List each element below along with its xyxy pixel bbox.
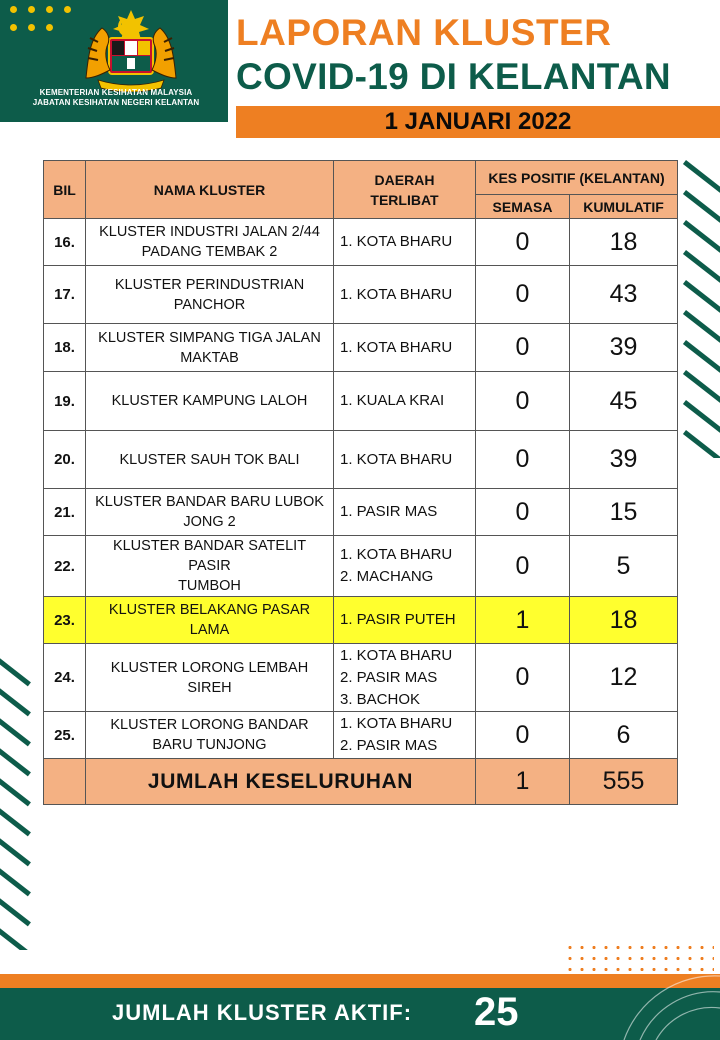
row-kumulatif: 5: [570, 536, 678, 597]
row-areas: [334, 597, 476, 644]
row-bil: 18.: [44, 324, 86, 372]
area-item: 1. KOTA BHARU: [340, 715, 453, 732]
row-areas: [334, 712, 476, 759]
row-kumulatif: 6: [570, 712, 678, 759]
table-row: [44, 219, 678, 266]
row-areas: [334, 219, 476, 266]
header-daerah-terlibat: [334, 161, 476, 219]
header-semasa: SEMASA: [476, 195, 570, 219]
row-kumulatif: 12: [570, 644, 678, 712]
row-areas: [334, 536, 476, 597]
row-kumulatif: 39: [570, 431, 678, 489]
row-areas: [334, 372, 476, 431]
row-semasa: 0: [476, 219, 570, 266]
area-item: 1. KOTA BHARU: [340, 450, 453, 468]
decorative-stripes-left: [0, 645, 36, 950]
total-label: JUMLAH KESELURUHAN: [86, 759, 476, 805]
row-cluster-name: [86, 324, 334, 372]
cluster-name-line-2: SIREH: [187, 679, 232, 696]
ministry-line-2: JABATAN KESIHATAN NEGERI KELANTAN: [32, 98, 200, 107]
decorative-stripes-right: [680, 158, 720, 458]
decorative-arcs: [610, 962, 720, 1040]
total-kumulatif: 555: [570, 759, 678, 805]
decorative-dots: [10, 6, 80, 36]
row-kumulatif: 15: [570, 489, 678, 536]
active-cluster-label: JUMLAH KLUSTER AKTIF:: [112, 1000, 413, 1025]
row-cluster-name: [86, 266, 334, 324]
area-item: 2. MACHANG: [340, 568, 434, 585]
table-row: [44, 644, 678, 712]
area-item: 1. PASIR PUTEH: [340, 611, 456, 628]
row-bil: 24.: [44, 644, 86, 712]
row-semasa: 1: [476, 597, 570, 644]
cluster-name-line-2: JONG 2: [183, 514, 236, 530]
active-cluster-count: 25: [474, 990, 519, 1034]
cluster-name-line-1: KLUSTER PERINDUSTRIAN: [114, 276, 305, 293]
cluster-name-line-1: KLUSTER SIMPANG TIGA JALAN: [98, 329, 321, 346]
area-item: 1. KOTA BHARU: [340, 546, 453, 563]
area-item: 1. KOTA BHARU: [340, 285, 453, 303]
row-semasa: 0: [476, 644, 570, 712]
row-cluster-name: [86, 372, 334, 431]
total-bil-empty: [44, 759, 86, 805]
ministry-name: [16, 88, 216, 108]
cluster-name-line-2: LAMA: [189, 622, 230, 638]
header-kumulatif: KUMULATIF: [570, 195, 678, 219]
header-kes-positif: KES POSITIF (KELANTAN): [476, 161, 678, 195]
area-item: 2. PASIR MAS: [340, 668, 438, 686]
header-nama-kluster: NAMA KLUSTER: [86, 161, 334, 219]
row-bil: 23.: [44, 597, 86, 644]
cluster-name-line-1: KLUSTER LORONG BANDAR: [110, 717, 309, 733]
cluster-name-line-2: PADANG TEMBAK 2: [141, 244, 278, 260]
malaysia-coat-of-arms-icon: [76, 8, 186, 92]
row-areas: [334, 644, 476, 712]
cluster-table: [43, 160, 678, 805]
row-kumulatif: 39: [570, 324, 678, 372]
row-kumulatif: 18: [570, 219, 678, 266]
table-row-highlighted: [44, 597, 678, 644]
cluster-name-line-1: KLUSTER BELAKANG PASAR: [108, 602, 311, 618]
cluster-name-line-2: MAKTAB: [180, 349, 239, 366]
table-row: [44, 324, 678, 372]
row-bil: 20.: [44, 431, 86, 489]
report-date: 1 JANUARI 2022: [236, 106, 720, 138]
area-item: 1. PASIR MAS: [340, 503, 438, 520]
row-areas: [334, 266, 476, 324]
row-areas: [334, 431, 476, 489]
row-cluster-name: [86, 712, 334, 759]
cluster-name-line-1: KLUSTER BANDAR BARU LUBOK: [95, 494, 324, 510]
table-row: [44, 431, 678, 489]
cluster-name-line-1: KLUSTER BANDAR SATELIT PASIR: [112, 538, 307, 574]
row-semasa: 0: [476, 266, 570, 324]
row-kumulatif: 18: [570, 597, 678, 644]
row-bil: 21.: [44, 489, 86, 536]
row-semasa: 0: [476, 489, 570, 536]
cluster-name-line-2: PANCHOR: [173, 296, 246, 313]
title-line-2: COVID-19 DI KELANTAN: [236, 56, 671, 97]
table-row: [44, 489, 678, 536]
area-item: 1. KOTA BHARU: [340, 233, 453, 250]
cluster-name-line-2: TUMBOH: [178, 578, 241, 594]
row-cluster-name: [86, 431, 334, 489]
cluster-name-line-1: KLUSTER KAMPUNG LALOH: [111, 393, 308, 409]
table-row: [44, 536, 678, 597]
cluster-name-line-1: KLUSTER SAUH TOK BALI: [119, 451, 300, 468]
row-cluster-name: [86, 644, 334, 712]
row-semasa: 0: [476, 536, 570, 597]
row-bil: 19.: [44, 372, 86, 431]
title-line-1: LAPORAN KLUSTER: [236, 12, 612, 53]
area-item: 1. KUALA KRAI: [340, 392, 445, 409]
row-bil: 16.: [44, 219, 86, 266]
row-bil: 25.: [44, 712, 86, 759]
cluster-name-line-2: BARU TUNJONG: [152, 737, 267, 753]
row-semasa: 0: [476, 431, 570, 489]
table-row: [44, 266, 678, 324]
area-item: 1. KOTA BHARU: [340, 646, 453, 664]
header-bil: BIL: [44, 161, 86, 219]
row-cluster-name: [86, 219, 334, 266]
row-semasa: 0: [476, 712, 570, 759]
row-semasa: 0: [476, 324, 570, 372]
area-item: 3. BACHOK: [340, 690, 421, 708]
table-row: [44, 372, 678, 431]
header-daerah-line-1: DAERAH: [374, 171, 435, 188]
table-total-row: [44, 759, 678, 805]
row-areas: [334, 324, 476, 372]
area-item: 2. PASIR MAS: [340, 737, 438, 754]
row-cluster-name: [86, 597, 334, 644]
row-cluster-name: [86, 536, 334, 597]
row-bil: 17.: [44, 266, 86, 324]
cluster-name-line-1: KLUSTER INDUSTRI JALAN 2/44: [99, 224, 320, 240]
row-areas: [334, 489, 476, 536]
row-bil: 22.: [44, 536, 86, 597]
table-row: [44, 712, 678, 759]
row-kumulatif: 43: [570, 266, 678, 324]
total-semasa: 1: [476, 759, 570, 805]
ministry-line-1: KEMENTERIAN KESIHATAN MALAYSIA: [39, 88, 193, 97]
row-cluster-name: [86, 489, 334, 536]
row-semasa: 0: [476, 372, 570, 431]
row-kumulatif: 45: [570, 372, 678, 431]
cluster-name-line-1: KLUSTER LORONG LEMBAH: [110, 659, 309, 676]
header-daerah-line-2: TERLIBAT: [370, 191, 439, 208]
area-item: 1. KOTA BHARU: [340, 338, 453, 356]
